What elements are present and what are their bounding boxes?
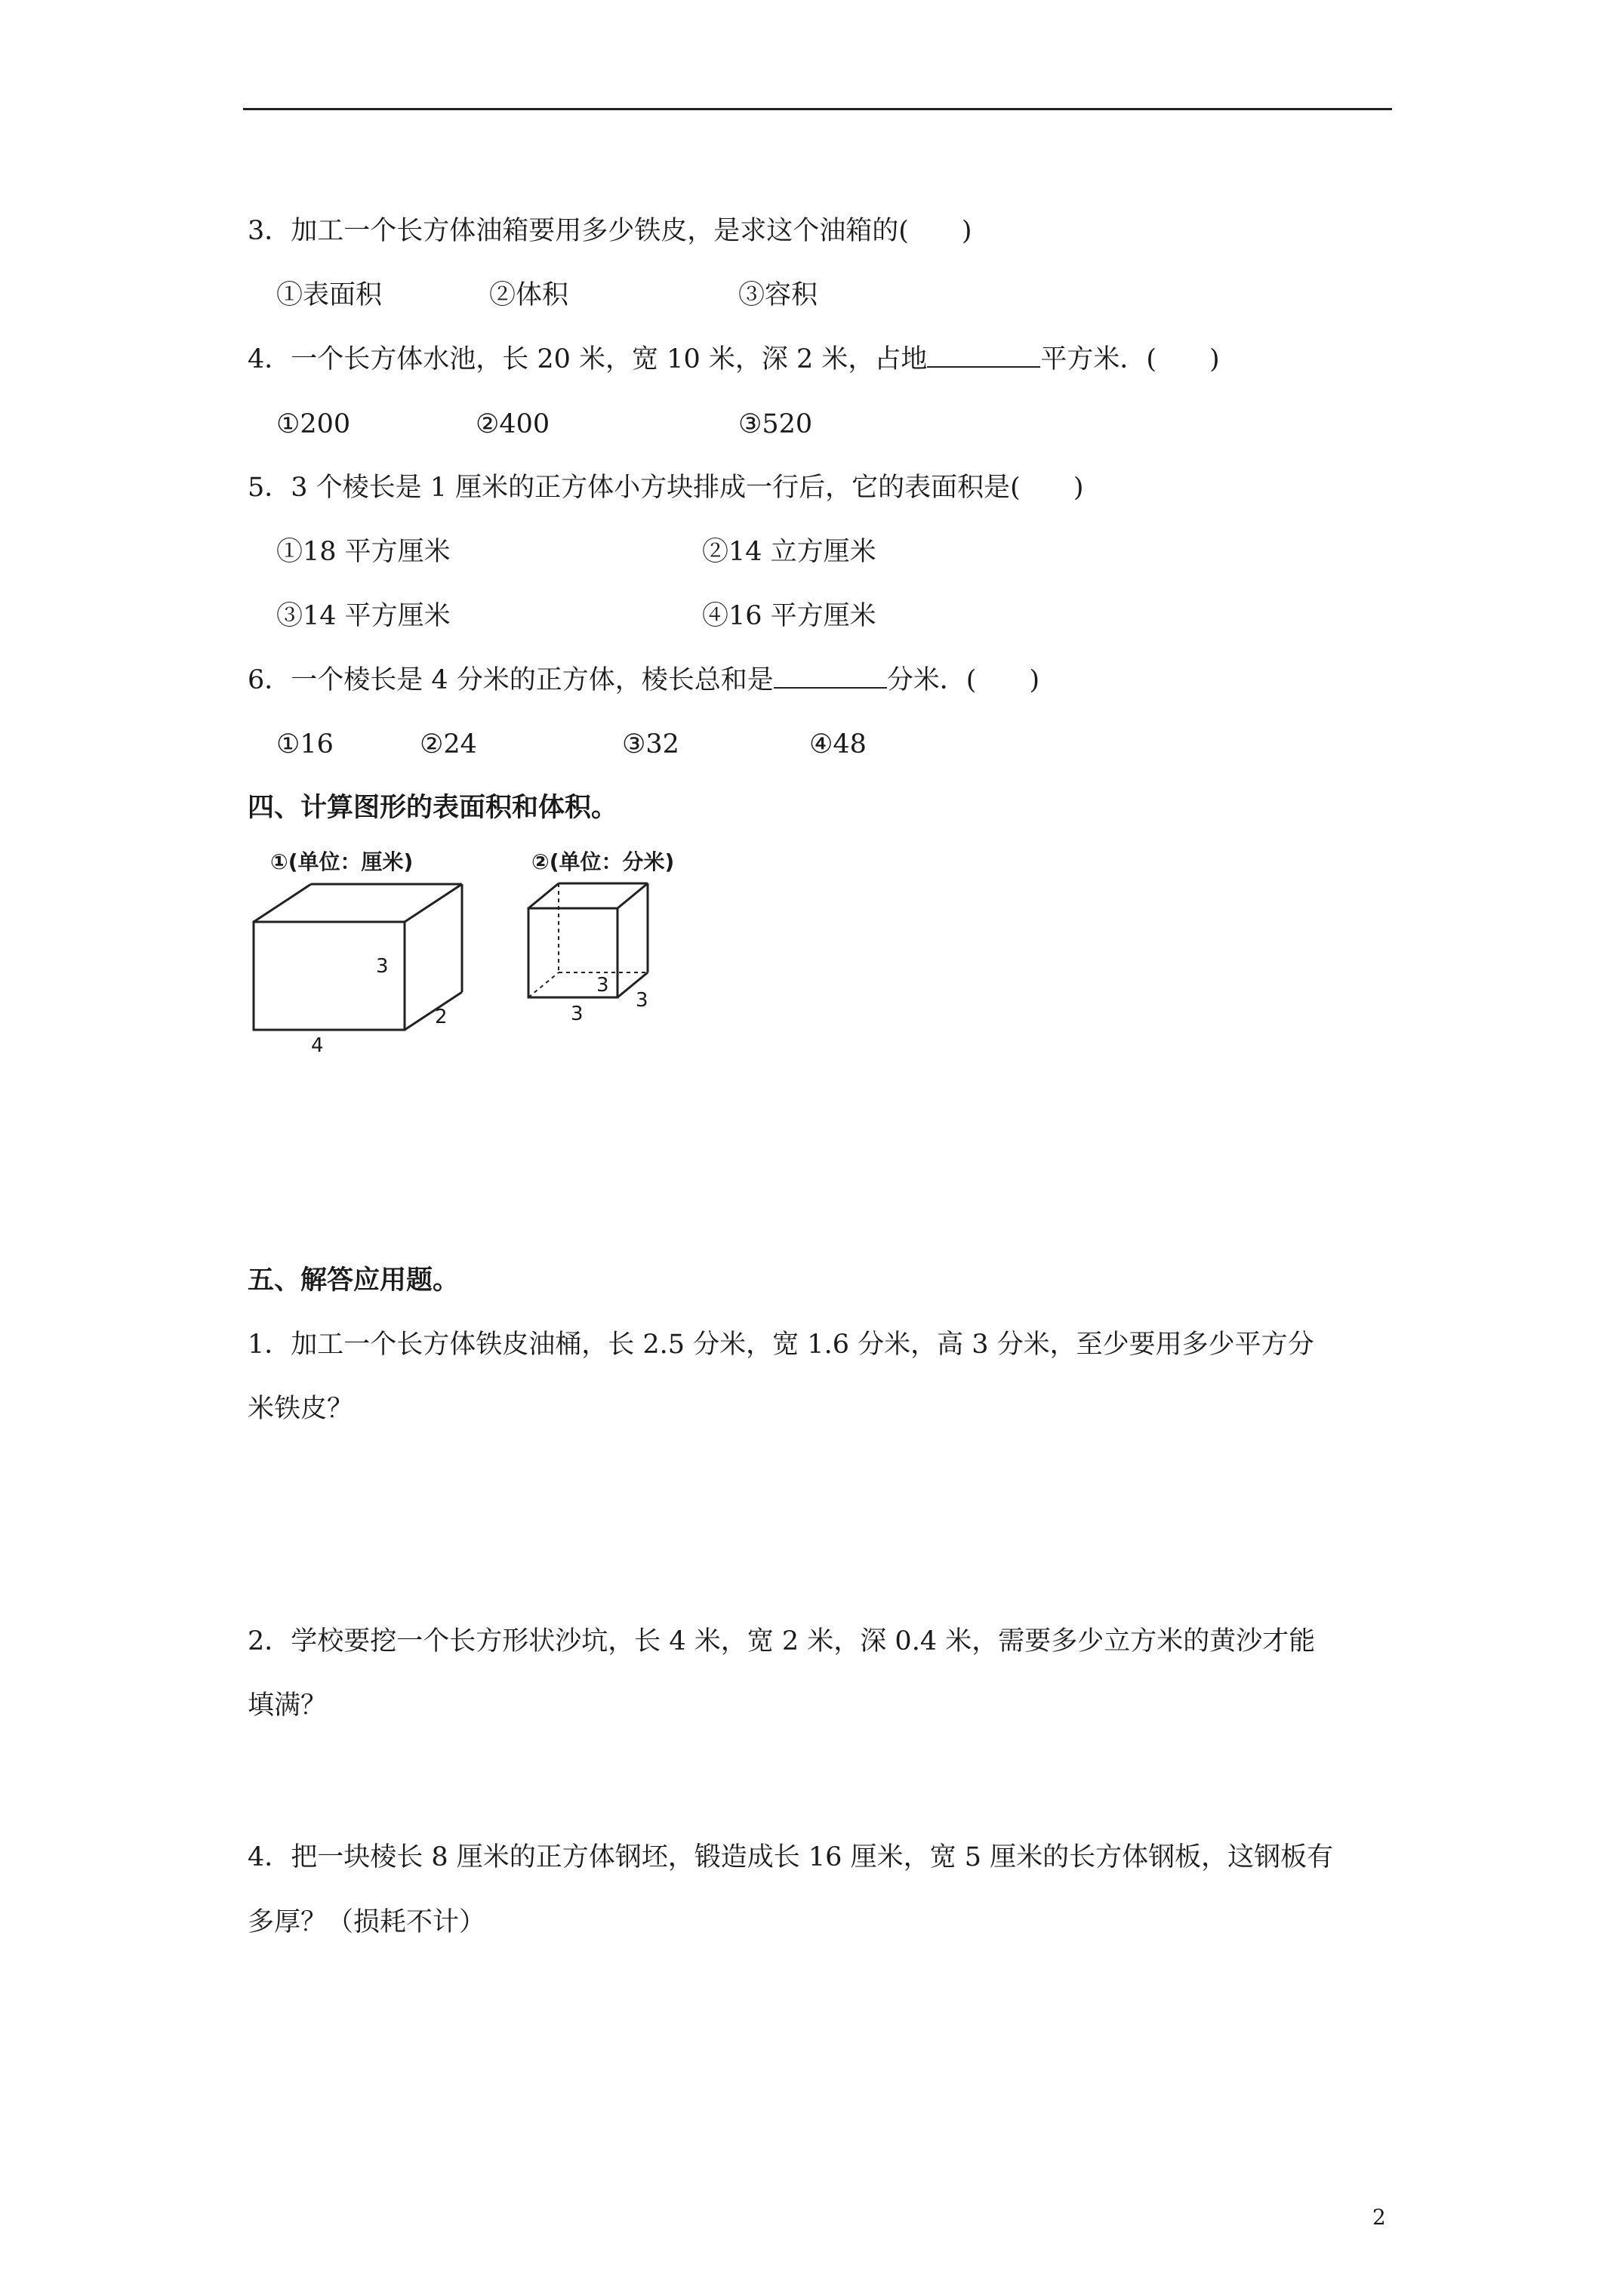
cuboid-width-label: 2 [435, 1006, 448, 1028]
q4-answer-blank [927, 344, 1040, 368]
cube-inner-edge-label: 3 [596, 974, 609, 997]
q4-option-1: ①200 [276, 409, 351, 439]
q6-stem-before: 6．一个棱长是 4 分米的正方体，棱长总和是 [248, 665, 774, 695]
q6-option-4: ④48 [809, 729, 867, 760]
figure2-caption: ②(单位：分米) [531, 849, 675, 874]
q4-stem-before: 4．一个长方体水池，长 20 米，宽 10 米，深 2 米，占地 [248, 344, 928, 374]
problem4-line1: 4．把一块棱长 8 厘米的正方体钢坯，锻造成长 16 厘米，宽 5 厘米的长方体钢板，这钢板有 [248, 1842, 1334, 1872]
q6-stem [248, 662, 1039, 698]
q4-option-2: ②400 [476, 409, 550, 439]
q4-stem-after: 平方米．( ) [1040, 344, 1220, 374]
q5-stem: 5．3 个棱长是 1 厘米的正方体小方块排成一行后，它的表面积是( ) [248, 473, 1084, 503]
q5-option-4: ④16 平方厘米 [702, 601, 876, 631]
q6-stem-after: 分米．( ) [886, 665, 1040, 695]
q6-option-1: ①16 [276, 729, 334, 760]
cuboid-length-label: 4 [311, 1034, 324, 1053]
q4-option-3: ③520 [738, 409, 813, 439]
cube-hidden-edges [528, 883, 648, 997]
geometry-figures [242, 842, 725, 1053]
q6-option-2: ②24 [420, 729, 477, 760]
q6-answer-blank [774, 664, 887, 689]
cuboid-figure [254, 884, 462, 1030]
problem2-line1: 2．学校要挖一个长方形状沙坑，长 4 米，宽 2 米，深 0.4 米，需要多少立方米的黄沙才能 [248, 1626, 1316, 1657]
section5-heading: 五、解答应用题。 [248, 1265, 460, 1296]
cuboid-height-label: 3 [376, 955, 389, 978]
problem2-line2: 填满？ [248, 1690, 328, 1721]
cube-side-edge-label: 3 [636, 989, 648, 1012]
q3-option-3: ③容积 [738, 280, 818, 310]
q5-option-1: ①18 平方厘米 [276, 537, 451, 567]
q4-stem [248, 341, 1220, 378]
figure1-caption: ①(单位：厘米) [270, 849, 414, 874]
q5-option-2: ②14 立方厘米 [702, 537, 876, 567]
problem1-line2: 米铁皮？ [248, 1394, 354, 1424]
page-number: 2 [1372, 2205, 1386, 2230]
section4-heading: 四、计算图形的表面积和体积。 [248, 792, 618, 823]
cube-front-edge-label: 3 [571, 1003, 584, 1025]
q3-option-2: ②体积 [489, 280, 569, 310]
problem1-line1: 1．加工一个长方体铁皮油桶，长 2.5 分米，宽 1.6 分米，高 3 分米，至少要用多少平方分 [248, 1330, 1314, 1360]
q6-option-3: ③32 [622, 729, 679, 760]
q5-option-3: ③14 平方厘米 [276, 601, 451, 631]
problem4-line2: 多厚？（损耗不计） [248, 1907, 486, 1937]
header-rule [243, 108, 1392, 110]
q3-stem: 3．加工一个长方体油箱要用多少铁皮，是求这个油箱的( ) [248, 216, 972, 246]
q3-option-1: ①表面积 [276, 280, 383, 310]
cube-figure [528, 883, 648, 997]
